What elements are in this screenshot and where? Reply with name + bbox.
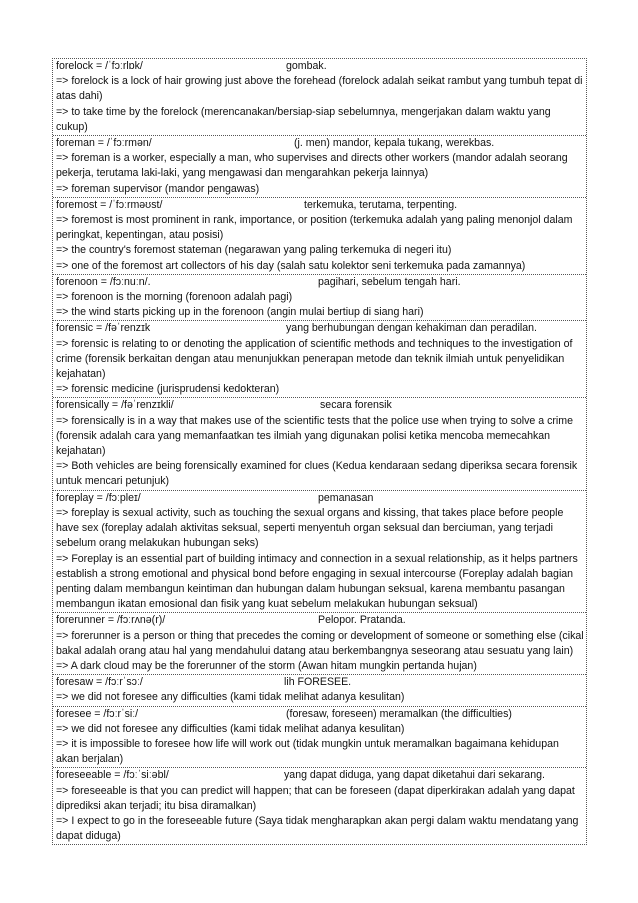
- dictionary-entry: [53, 707, 586, 769]
- dictionary-entry: [53, 59, 586, 136]
- entry-header: [56, 675, 584, 690]
- example-line: => foreman supervisor (mandor pengawas): [56, 182, 260, 195]
- translation: (j. men) mandor, kepala tukang, werekbas.: [294, 137, 495, 150]
- example-line: => foremost is most prominent in rank, importance, or position (terkemuka adalah yang paling menonjol dalam peringkat, kepentingan, atau posisi): [56, 214, 573, 242]
- headword: forenoon = /fɔːnuːn/.: [56, 275, 151, 288]
- example-line: => the wind starts picking up in the forenoon (angin mulai bertiup di siang hari): [56, 306, 424, 319]
- example-line: => we did not foresee any difficulties (kami tidak melihat adanya kesulitan): [56, 691, 405, 704]
- example-line: => I expect to go in the foreseeable future (Saya tidak mengharapkan akan pergi dalam waktu mendatang yang dapat diduga): [56, 814, 579, 843]
- headword: foreplay = /fɔːpleɪ/: [56, 491, 141, 504]
- translation: secara forensik: [320, 399, 392, 412]
- translation: (foresaw, foreseen) meramalkan (the difficulties): [286, 707, 512, 720]
- entry-header: [56, 768, 584, 783]
- translation: pagihari, sebelum tengah hari.: [318, 275, 461, 288]
- example-line: => it is impossible to foresee how life will work out (tidak mungkin untuk meramalkan bagaimana kehidupan akan berjalan): [56, 737, 559, 766]
- example-line: => foreman is a worker, especially a man, who supervises and directs other workers (mandor adalah seorang pekerja, terutama laki-laki, yang mengawasi dan mengarahkan pekerja lainnya): [56, 152, 568, 180]
- example-line: => forenoon is the morning (forenoon adalah pagi): [56, 291, 293, 304]
- example-line: => forensically is in a way that makes use of the scientific tests that the police use when trying to solve a crime (forensik adalah cara yang memanfaatkan tes ilmiah yang digunakan polisi ketika mencoba memecahkan kejahatan): [56, 414, 573, 458]
- dictionary-entry: [53, 613, 586, 675]
- entry-header: [56, 275, 584, 290]
- dictionary-entry: [53, 491, 586, 614]
- entry-header: [56, 398, 584, 413]
- example-line: => forensic is relating to or denoting the application of scientific methods and techniques to the investigation of crime (forensik berkaitan dengan atau menunjukkan penerapan metode dan teknik ilmiah untuk penyelidikan kejahatan): [56, 337, 573, 381]
- dictionary-sheet: [52, 58, 587, 845]
- headword: foreseeable = /fɔːˈsiːəbl/: [56, 769, 169, 782]
- entry-header: [56, 707, 584, 722]
- entry-header: [56, 59, 584, 74]
- translation: Pelopor. Pratanda.: [318, 614, 406, 627]
- headword: foresaw = /fɔːrˈsɔː/: [56, 676, 143, 689]
- entry-header: [56, 321, 584, 336]
- dictionary-entry: [53, 398, 586, 490]
- entry-header: [56, 613, 584, 628]
- headword: forelock = /ˈfɔːrlɒk/: [56, 60, 143, 72]
- dictionary-entry: [53, 768, 586, 844]
- example-line: => the country's foremost stateman (negarawan yang paling terkemuka di negeri itu): [56, 244, 452, 257]
- dictionary-entry: [53, 321, 586, 398]
- headword: foreman = /ˈfɔːrmən/: [56, 137, 152, 150]
- dictionary-entry: [53, 198, 586, 275]
- example-line: => one of the foremost art collectors of his day (salah satu kolektor seni terkemuka pada zamannya): [56, 259, 526, 272]
- translation: yang berhubungan dengan kehakiman dan peradilan.: [286, 322, 537, 335]
- example-line: => A dark cloud may be the forerunner of the storm (Awan hitam mungkin pertanda hujan): [56, 659, 477, 672]
- translation: pemanasan: [318, 491, 374, 504]
- headword: foresee = /fɔːrˈsiː/: [56, 707, 139, 720]
- dictionary-entry: [53, 136, 586, 198]
- headword: forerunner = /fɔːrʌnə(r)/: [56, 614, 166, 627]
- translation: terkemuka, terutama, terpenting.: [304, 198, 458, 211]
- translation: gombak.: [286, 60, 327, 72]
- headword: foremost = /ˈfɔːrməʊst/: [56, 198, 163, 211]
- example-line: => Both vehicles are being forensically examined for clues (Kedua kendaraan sedang diperiksa secara forensik untuk mencari petunjuk): [56, 460, 578, 488]
- example-line: => foreseeable is that you can predict will happen; that can be foreseen (dapat diperkirakan adalah yang dapat diprediksi akan terjadi; itu bisa diramalkan): [56, 784, 575, 812]
- translation: lih FORESEE.: [284, 676, 352, 689]
- example-line: => we did not foresee any difficulties (kami tidak melihat adanya kesulitan): [56, 722, 405, 735]
- headword: forensically = /fəˈrenzɪkli/: [56, 399, 174, 412]
- example-line: => forelock is a lock of hair growing just above the forehead (forelock adalah seikat rambut yang tumbuh tepat di atas dahi): [56, 75, 583, 103]
- translation: yang dapat diduga, yang dapat diketahui dari sekarang.: [284, 769, 545, 782]
- example-line: => forerunner is a person or thing that precedes the coming or development of someone or something else (cikal bakal adalah orang atau hal yang mendahului datang atau berkembangnya seseorang atau sesuatu yang lain): [56, 629, 584, 657]
- example-line: => Foreplay is an essential part of building intimacy and connection in a sexual relationship, as it helps partners establish a strong emotional and physical bond before engaging in sexual intercourse (Foreplay adalah bagian penting dalam membangun keintiman dan hubungan dalam hubungan seksual, karena membantu pasangan membangun ikatan emosional dan fisik yang kuat sebelum melakukan hubungan seksual): [56, 552, 578, 611]
- example-line: => to take time by the forelock (merencanakan/bersiap-siap sebelumnya, mengerjakan dalam waktu yang cukup): [56, 105, 551, 133]
- example-line: => forensic medicine (jurisprudensi kedokteran): [56, 383, 280, 396]
- dictionary-entry: [53, 675, 586, 706]
- entry-header: [56, 491, 584, 506]
- dictionary-entry: [53, 275, 586, 322]
- headword: forensic = /fəˈrenzɪk: [56, 322, 151, 335]
- entry-header: [56, 136, 584, 151]
- example-line: => foreplay is sexual activity, such as touching the sexual organs and kissing, that takes place before people have sex (foreplay adalah aktivitas seksual, seperti menyentuh organ seksual dan berciuman, yang terjadi sebelum orang melakukan hubungan seks): [56, 506, 564, 550]
- entry-header: [56, 198, 584, 213]
